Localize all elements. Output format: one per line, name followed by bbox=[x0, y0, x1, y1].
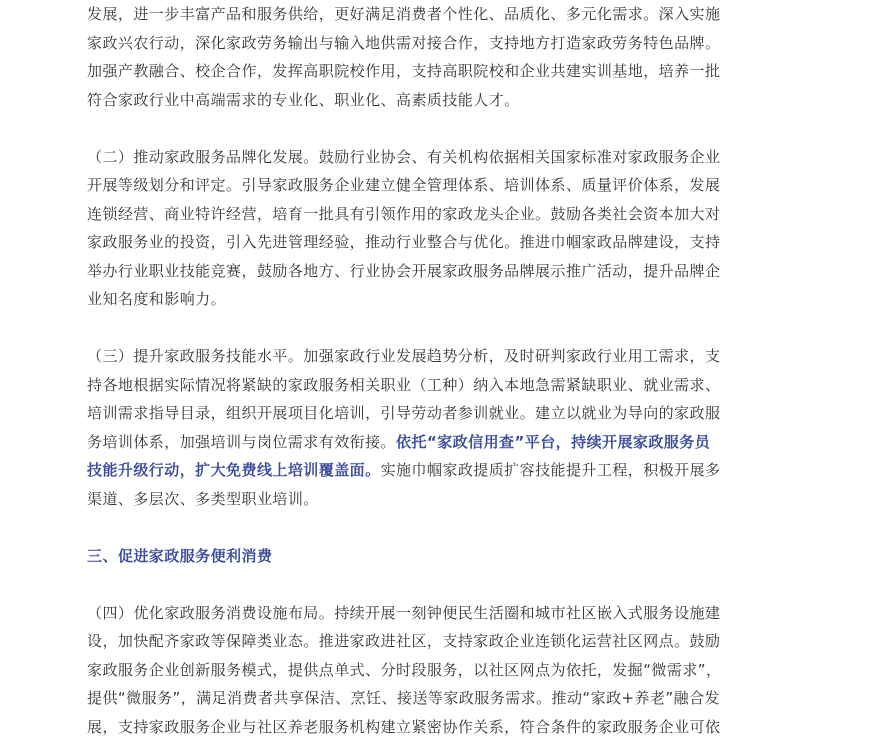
paragraph-line: （四）优化家政服务消费设施布局。持续开展一刻钟便民生活圈和城市社区嵌入式服务设施建 bbox=[87, 599, 768, 628]
paragraph-intro bbox=[87, 0, 768, 114]
paragraph-line: 展，支持家政服务企业与社区养老服务机构建立紧密协作关系，符合条件的家政服务企业可依 bbox=[87, 713, 768, 741]
paragraph-line: （三）提升家政服务技能水平。加强家政行业发展趋势分析，及时研判家政行业用工需求，支 bbox=[87, 342, 768, 371]
emphasized-text: 技能升级行动，扩大免费线上培训覆盖面。 bbox=[87, 461, 381, 479]
paragraph-facility-layout bbox=[87, 599, 768, 741]
paragraph-line: 发展，进一步丰富产品和服务供给，更好满足消费者个性化、品质化、多元化需求。深入实施 bbox=[87, 0, 768, 29]
paragraph-line: 设，加快配齐家政等保障类业态。推进家政进社区，支持家政企业连锁化运营社区网点。鼓励 bbox=[87, 627, 768, 656]
paragraph-line: 家政兴农行动，深化家政劳务输出与输入地供需对接合作，支持地方打造家政劳务特色品牌。 bbox=[87, 29, 768, 58]
paragraph-line: 提供“微服务”，满足消费者共享保洁、烹饪、接送等家政服务需求。推动“家政+养老”融合发 bbox=[87, 684, 768, 713]
paragraph-skill-improvement bbox=[87, 342, 768, 513]
plain-text: 实施巾帼家政提质扩容技能提升工程，积极开展多 bbox=[381, 461, 721, 479]
paragraph-brand-development bbox=[87, 143, 768, 314]
paragraph-gap bbox=[87, 570, 768, 599]
paragraph-line: 家政服务业的投资，引入先进管理经验，推动行业整合与优化。推进巾帼家政品牌建设，支持 bbox=[87, 228, 768, 257]
paragraph-line: 持各地根据实际情况将紧缺的家政服务相关职业（工种）纳入本地急需紧缺职业、就业需求、 bbox=[87, 371, 768, 400]
emphasized-text: 依托“家政信用查”平台，持续开展家政服务员 bbox=[396, 433, 710, 451]
paragraph-gap bbox=[87, 114, 768, 143]
section-heading: 三、促进家政服务便利消费 bbox=[87, 542, 768, 571]
paragraph-line: 培训需求指导目录，组织开展项目化培训，引导劳动者参训就业。建立以就业为导向的家政服 bbox=[87, 399, 768, 428]
paragraph-line: 家政服务企业创新服务模式，提供点单式、分时段服务，以社区网点为依托，发掘“微需求”， bbox=[87, 656, 768, 685]
paragraph-line: 业知名度和影响力。 bbox=[87, 285, 768, 314]
paragraph-line: 举办行业职业技能竞赛，鼓励各地方、行业协会开展家政服务品牌展示推广活动，提升品牌企 bbox=[87, 257, 768, 286]
paragraph-line bbox=[87, 456, 768, 485]
paragraph-line: 连锁经营、商业特许经营，培育一批具有引领作用的家政龙头企业。鼓励各类社会资本加大对 bbox=[87, 200, 768, 229]
paragraph-line: 渠道、多层次、多类型职业培训。 bbox=[87, 485, 768, 514]
paragraph-line: 加强产教融合、校企合作，发挥高职院校作用，支持高职院校和企业共建实训基地，培养一批 bbox=[87, 57, 768, 86]
paragraph-line: （二）推动家政服务品牌化发展。鼓励行业协会、有关机构依据相关国家标准对家政服务企业 bbox=[87, 143, 768, 172]
paragraph-gap bbox=[87, 513, 768, 542]
paragraph-gap bbox=[87, 314, 768, 343]
paragraph-line: 符合家政行业中高端需求的专业化、职业化、高素质技能人才。 bbox=[87, 86, 768, 115]
paragraph-line bbox=[87, 428, 768, 457]
plain-text: 务培训体系，加强培训与岗位需求有效衔接。 bbox=[87, 433, 396, 451]
paragraph-line: 开展等级划分和评定。引导家政服务企业建立健全管理体系、培训体系、质量评价体系，发展 bbox=[87, 171, 768, 200]
article-content bbox=[87, 0, 768, 741]
